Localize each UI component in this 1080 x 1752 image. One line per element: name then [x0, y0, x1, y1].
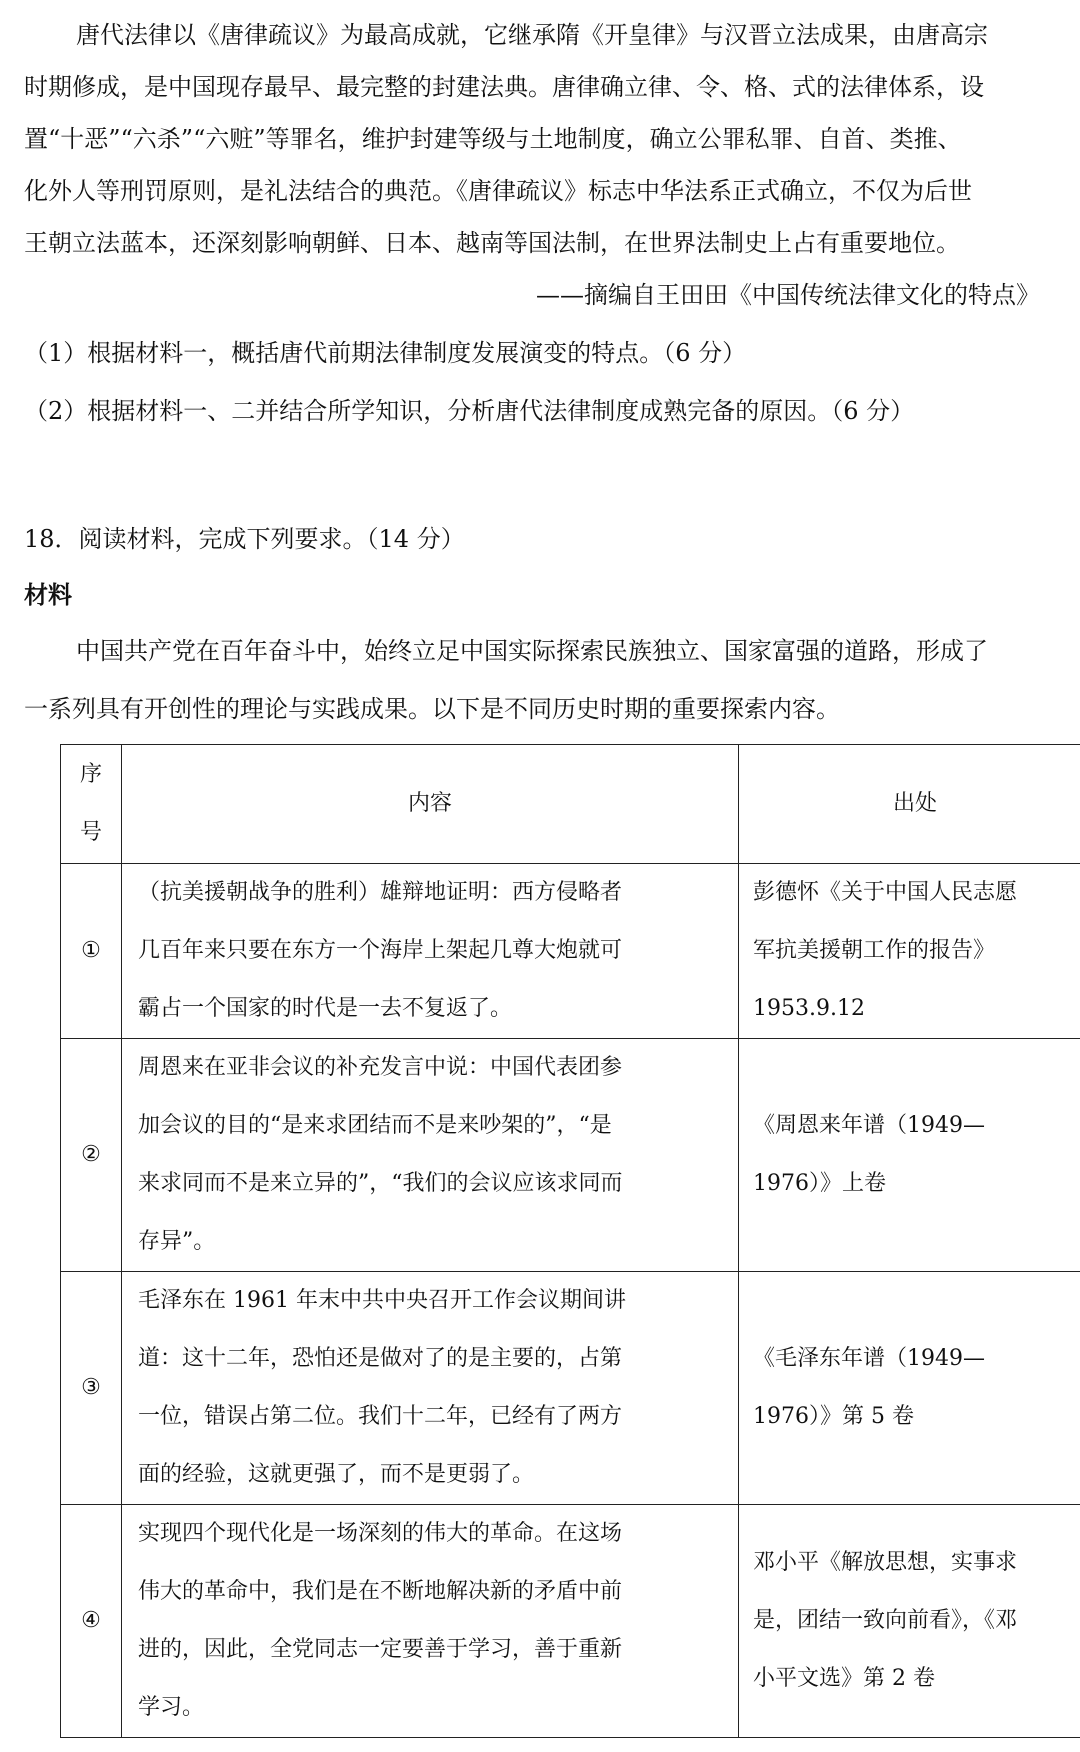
content-line: 霸占一个国家的时代是一去不复返了。 [138, 996, 513, 1021]
source-line: 是，团结一致向前看》，《邓 [753, 1608, 1018, 1633]
content-line: 伟大的革命中，我们是在不断地解决新的矛盾中前 [138, 1579, 623, 1604]
content-line: （抗美援朝战争的胜利）雄辩地证明：西方侵略者 [138, 880, 623, 905]
row-number: ④ [61, 1505, 122, 1738]
header-no [61, 745, 122, 864]
row-content [122, 1039, 739, 1272]
content-line: 加会议的目的“是来求团结而不是来吵架的”，“是 [138, 1113, 612, 1138]
material-label: 材料 [24, 580, 72, 609]
header-content: 内容 [122, 745, 739, 864]
content-line: 进的，因此，全党同志一定要善于学习，善于重新 [138, 1637, 623, 1662]
source-line: 1976）》第 5 卷 [753, 1404, 914, 1429]
material-one-line-2: 时期修成，是中国现存最早、最完整的封建法典。唐律确立律、令、格、式的法律体系，设 [24, 73, 984, 101]
row-source [739, 1039, 1080, 1272]
content-line: 毛泽东在 1961 年末中共中央召开工作会议期间讲 [138, 1288, 626, 1313]
row-number: ② [61, 1039, 122, 1272]
content-line: 周恩来在亚非会议的补充发言中说：中国代表团参 [138, 1055, 623, 1080]
row-number: ① [61, 864, 122, 1039]
content-line: 实现四个现代化是一场深刻的伟大的革命。在这场 [138, 1521, 623, 1546]
source-line: 《周恩来年谱（1949— [753, 1113, 985, 1138]
content-line: 学习。 [138, 1695, 205, 1720]
table-row [61, 1039, 1080, 1272]
question-17-2: （2）根据材料一、二并结合所学知识，分析唐代法律制度成熟完备的原因。（6 分） [24, 397, 915, 425]
header-no-line-2: 号 [79, 820, 102, 845]
intro-line-2: 一系列具有开创性的理论与实践成果。以下是不同历史时期的重要探索内容。 [24, 695, 840, 723]
source-line: 彭德怀《关于中国人民志愿 [753, 880, 1018, 905]
material-one-line-5: 王朝立法蓝本，还深刻影响朝鲜、日本、越南等国法制，在世界法制史上占有重要地位。 [24, 229, 960, 257]
content-line: 存异”。 [138, 1229, 216, 1254]
content-line: 几百年来只要在东方一个海岸上架起几尊大炮就可 [138, 938, 623, 963]
table-header-row [61, 745, 1080, 864]
source-line: 邓小平《解放思想，实事求 [753, 1550, 1018, 1575]
content-line: 来求同而不是来立异的”，“我们的会议应该求同而 [138, 1171, 623, 1196]
row-content [122, 864, 739, 1039]
table-row [61, 864, 1080, 1039]
source-line: 1953.9.12 [753, 996, 865, 1021]
content-line: 一位，错误占第二位。我们十二年，已经有了两方 [138, 1404, 623, 1429]
header-no-line-1: 序 [79, 762, 102, 787]
intro-line-1: 中国共产党在百年奋斗中，始终立足中国实际探索民族独立、国家富强的道路，形成了 [76, 637, 988, 665]
question-17-1: （1）根据材料一，概括唐代前期法律制度发展演变的特点。（6 分） [24, 339, 747, 367]
material-one-line-3: 置“十恶”“六杀”“六赃”等罪名，维护封建等级与土地制度，确立公罪私罪、自首、类推、 [24, 125, 962, 153]
exploration-table [60, 744, 1080, 1738]
table-row [61, 1505, 1080, 1738]
source-line: 小平文选》第 2 卷 [753, 1666, 935, 1691]
source-line: 1976）》上卷 [753, 1171, 886, 1196]
row-source [739, 1505, 1080, 1738]
header-source: 出处 [739, 745, 1080, 864]
material-one-source: ——摘编自王田田《中国传统法律文化的特点》 [536, 281, 1040, 309]
source-line: 《毛泽东年谱（1949— [753, 1346, 985, 1371]
question-18-header: 18．阅读材料，完成下列要求。（14 分） [24, 525, 465, 553]
row-number: ③ [61, 1272, 122, 1505]
row-source [739, 1272, 1080, 1505]
material-one-line-1: 唐代法律以《唐律疏议》为最高成就，它继承隋《开皇律》与汉晋立法成果，由唐高宗 [76, 21, 988, 49]
table-row [61, 1272, 1080, 1505]
content-line: 面的经验，这就更强了，而不是更弱了。 [138, 1462, 535, 1487]
content-line: 道：这十二年，恐怕还是做对了的是主要的，占第 [138, 1346, 623, 1371]
material-one-line-4: 化外人等刑罚原则，是礼法结合的典范。《唐律疏议》标志中华法系正式确立，不仅为后世 [24, 177, 972, 205]
row-content [122, 1505, 739, 1738]
row-content [122, 1272, 739, 1505]
row-source [739, 864, 1080, 1039]
source-line: 军抗美援朝工作的报告》 [753, 938, 996, 963]
